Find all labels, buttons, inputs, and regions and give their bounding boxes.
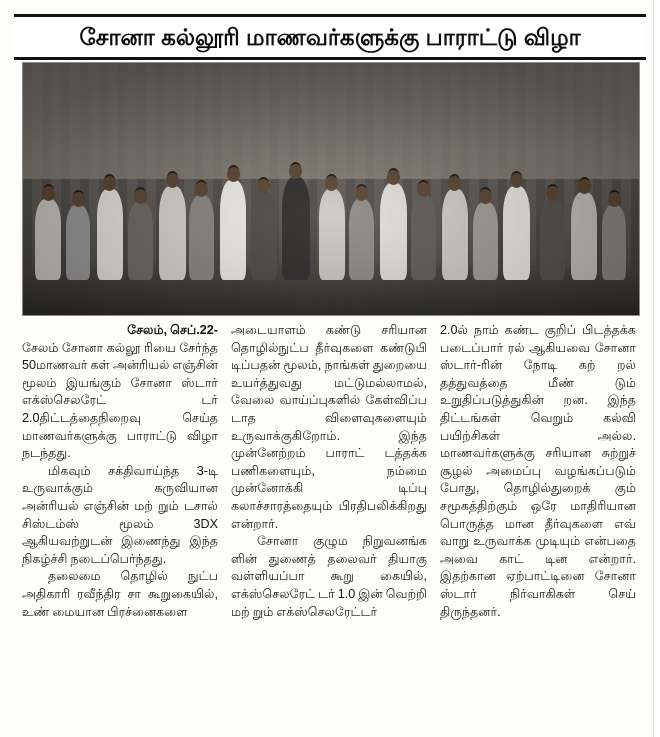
page-title: சோனா கல்லூரி மாணவர்களுக்கு பாராட்டு விழா [79,24,581,50]
paragraph: அடையாளம் கண்டு சரியான தொழில்நுட்ப தீர்வுகளை கண்டுபி டிப்பதன் மூலம், நாங்கள் துறையை உயர்த்துவது மட்டுமல்லாமல், வேலை வாய்ப்புகளில் கேள்விப்ப டாத விளைவுகளையும் உருவாக்குகிறோம். இந்த முன்னேற்றம் பாராட் டத்தக்க பணிகளையும், நம்மை முன்னோக்கி டிப்பு கலாச்சாரத்தையும் பிரதிபலிக்கிறது என்றார். [231,323,427,531]
article-column-3 [440,322,636,726]
photo-background [23,63,639,315]
paragraph: 2.0ல் நாம் கண்ட குறிப் பிடத்தக்க படைப்பார் ரல் ஆகியவை சோனா ஸ்டார்-ரின் நோடி கற் றல் தத்துவத்தை மீண் டும் உறுதிப்படுத்துகின் றன. இந்த திட்டங்கள் வெறும் கல்வி பயிற்சிகள் அல்ல. மாணவர்களுக்கு சரியான சுற்றுச் சூழல் அமைப்பு வழங்கப்படும் போது, தொழில்துறைக் கும் சமூகத்திற்கும் ஒரே மாதிரியான பொருத்த மான தீர்வுகளை எவ் வாறு உருவாக்க முடியும் என்பதை அவை காட் டின என்றார். இதற்கான ஏற்பாட்டினை சோனா ஸ்டார் நிர்வாகிகள் செய் திருந்தனர். [440,323,636,619]
article-column-1 [22,322,218,726]
page-edge [653,0,660,737]
paragraph: சோனா குழும நிறுவனங்க ளின் துணைத் தலைவர் தியாகு வள்ளியப்பா கூறு கையில், எக்ஸ்செலரேட் டர் 1.0 இன் வெற்றி மற் றும் எக்ஸ்செலரேட்டர் [231,534,427,619]
headline-banner [14,14,646,60]
paragraph: மிகவும் சக்திவாய்ந்த 3-டி உருவாக்கும் கருவியான அன்ரியல் எஞ்சின் மற் றும் டசால் சிஸ்டம்ஸ் மூலம் 3DX ஆகியவற்றுடன் இணைந்து இந்த நிகழ்ச்சி நடைப்பெர்ந்தது. [22,463,218,566]
paragraph: சேலம் சோனா கல்லூ ரியை சேர்ந்த 50மாணவர் கள் அன்ரியல் எஞ்சின் மூலம் இயங்கும் சோனா ஸ்டார் எக்ஸ்செலரேட் டர் 2.0திட்டத்தைநிறைவு செய்த மாணவர்களுக்கு பாராட்டு விழா நடந்தது. [22,340,218,461]
article-column-2 [231,322,427,726]
photo-group-of-people [23,124,639,280]
article-body [22,322,638,726]
article-photo [22,62,640,316]
paragraph: தலைமை தொழில் நுட்ப அதிகாரி ரவீந்திர சா கூறுகையில், உண் மையான பிரச்னைகளை [22,569,218,619]
dateline: சேலம், செப்.22- [127,323,218,337]
